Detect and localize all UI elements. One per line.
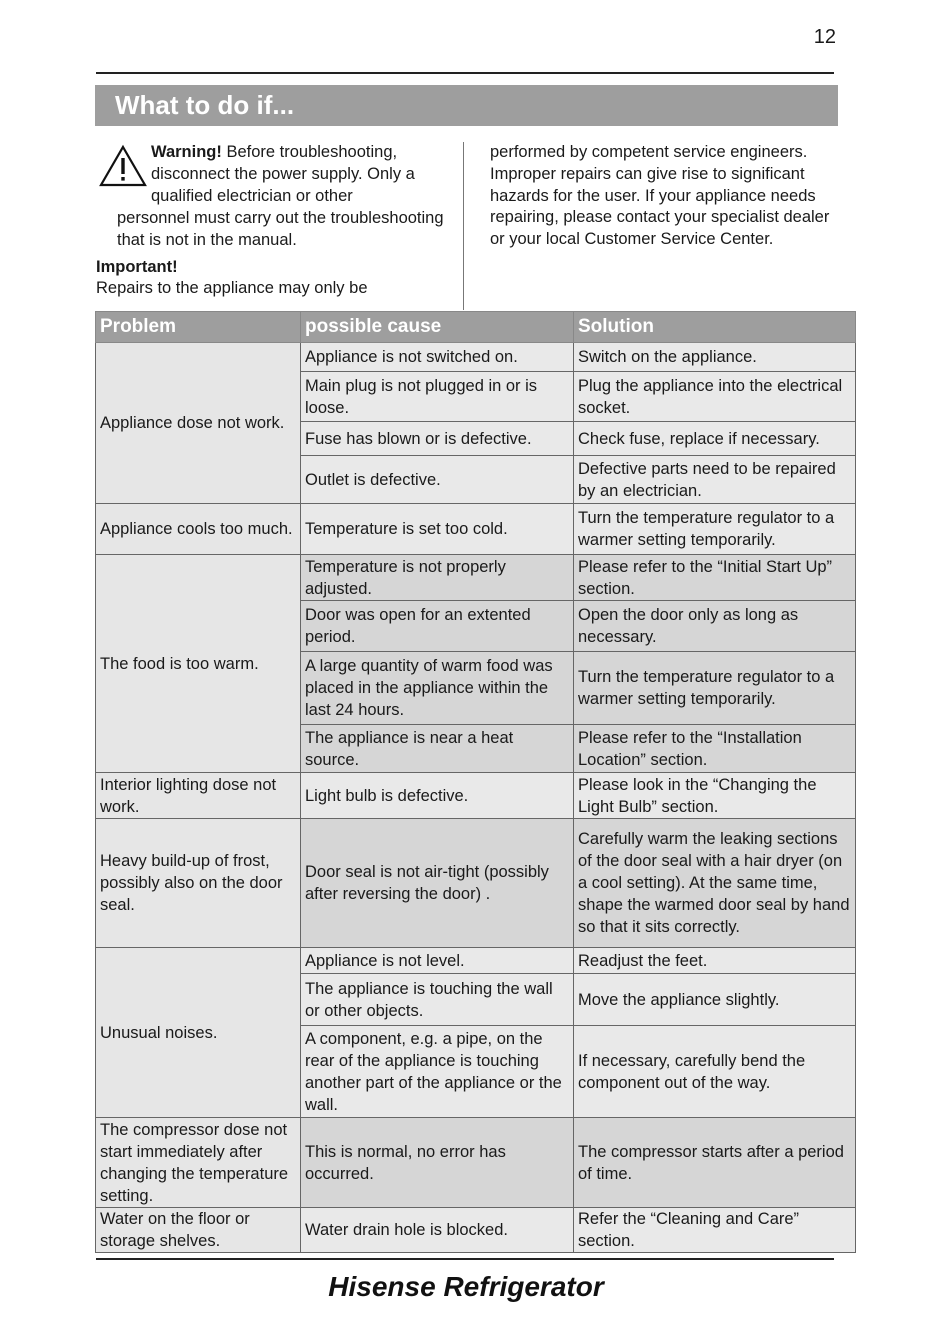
header-solution: Solution xyxy=(574,312,856,343)
cause-cell: Appliance is not switched on. xyxy=(301,343,574,372)
solution-cell: Check fuse, replace if necessary. xyxy=(574,422,856,456)
solution-cell: Defective parts need to be repaired by an electrician. xyxy=(574,456,856,504)
problem-cell: Appliance dose not work. xyxy=(96,343,301,504)
solution-cell: Refer the “Cleaning and Care” section. xyxy=(574,1208,856,1253)
table-row xyxy=(96,948,856,974)
problem-cell: Unusual noises. xyxy=(96,948,301,1118)
solution-cell: Turn the temperature regulator to a warmer setting temporarily. xyxy=(574,652,856,725)
column-divider xyxy=(463,142,464,310)
solution-cell: If necessary, carefully bend the component out of the way. xyxy=(574,1026,856,1118)
cause-cell: The appliance is near a heat source. xyxy=(301,725,574,773)
solution-cell: Turn the temperature regulator to a warmer setting temporarily. xyxy=(574,504,856,555)
table-row xyxy=(96,819,856,948)
table-row xyxy=(96,773,856,819)
important-text: Repairs to the appliance may only be xyxy=(96,279,368,298)
troubleshooting-table xyxy=(95,311,856,1253)
solution-cell: Switch on the appliance. xyxy=(574,343,856,372)
cause-cell: Appliance is not level. xyxy=(301,948,574,974)
top-rule xyxy=(96,72,834,74)
solution-cell: The compressor starts after a period of time. xyxy=(574,1118,856,1208)
cause-cell: Water drain hole is blocked. xyxy=(301,1208,574,1253)
cause-cell: Light bulb is defective. xyxy=(301,773,574,819)
table-row xyxy=(96,1118,856,1208)
solution-cell: Readjust the feet. xyxy=(574,948,856,974)
solution-cell: Please refer to the “Installation Location” section. xyxy=(574,725,856,773)
warning-block xyxy=(96,142,456,208)
important-label: Important! xyxy=(96,257,178,276)
cause-cell: Temperature is not properly adjusted. xyxy=(301,555,574,601)
cause-cell: Main plug is not plugged in or is loose. xyxy=(301,372,574,422)
cause-cell: The appliance is touching the wall or other objects. xyxy=(301,974,574,1026)
cause-cell: This is normal, no error has occurred. xyxy=(301,1118,574,1208)
table-row xyxy=(96,1208,856,1253)
warning-triangle-icon xyxy=(98,144,148,188)
intro-left-column xyxy=(96,142,456,300)
solution-cell: Plug the appliance into the electrical socket. xyxy=(574,372,856,422)
problem-cell: Interior lighting dose not work. xyxy=(96,773,301,819)
problem-cell: Water on the floor or storage shelves. xyxy=(96,1208,301,1253)
table-row xyxy=(96,343,856,372)
table-row xyxy=(96,555,856,601)
warning-text: Before troubleshooting, disconnect the power supply. Only a qualified electrician or other xyxy=(151,143,415,205)
page-number: 12 xyxy=(813,26,836,48)
warning-text-continued: personnel must carry out the troubleshooting that is not in the manual. xyxy=(117,209,444,249)
intro-right-column: performed by competent service engineers. Improper repairs can give rise to significant hazards for the user. If your appliance needs repairing, please contact your specialist dealer or your local Customer Service Center. xyxy=(490,143,830,249)
warning-label: Warning! xyxy=(151,143,222,161)
bottom-rule xyxy=(96,1258,834,1260)
table-header-row xyxy=(96,312,856,343)
problem-cell: Heavy build-up of frost, possibly also on the door seal. xyxy=(96,819,301,948)
header-problem: Problem xyxy=(96,312,301,343)
cause-cell: A large quantity of warm food was placed in the appliance within the last 24 hours. xyxy=(301,652,574,725)
solution-cell: Carefully warm the leaking sections of the door seal with a hair dryer (on a cool setting). At the same time, shape the warmed door seal by hand so that it sits correctly. xyxy=(574,819,856,948)
problem-cell: The food is too warm. xyxy=(96,555,301,773)
solution-cell: Please look in the “Changing the Light Bulb” section. xyxy=(574,773,856,819)
page-title: What to do if... xyxy=(95,85,838,126)
cause-cell: A component, e.g. a pipe, on the rear of the appliance is touching another part of the appliance or the wall. xyxy=(301,1026,574,1118)
cause-cell: Door was open for an extented period. xyxy=(301,601,574,652)
solution-cell: Move the appliance slightly. xyxy=(574,974,856,1026)
footer-brand: Hisense Refrigerator xyxy=(328,1271,604,1302)
cause-cell: Temperature is set too cold. xyxy=(301,504,574,555)
problem-cell: The compressor dose not start immediately after changing the temperature setting. xyxy=(96,1118,301,1208)
cause-cell: Outlet is defective. xyxy=(301,456,574,504)
cause-cell: Door seal is not air-tight (possibly after reversing the door) . xyxy=(301,819,574,948)
header-possible-cause: possible cause xyxy=(301,312,574,343)
cause-cell: Fuse has blown or is defective. xyxy=(301,422,574,456)
problem-cell: Appliance cools too much. xyxy=(96,504,301,555)
solution-cell: Open the door only as long as necessary. xyxy=(574,601,856,652)
table-row xyxy=(96,504,856,555)
intro-section xyxy=(96,142,838,310)
solution-cell: Please refer to the “Initial Start Up” section. xyxy=(574,555,856,601)
